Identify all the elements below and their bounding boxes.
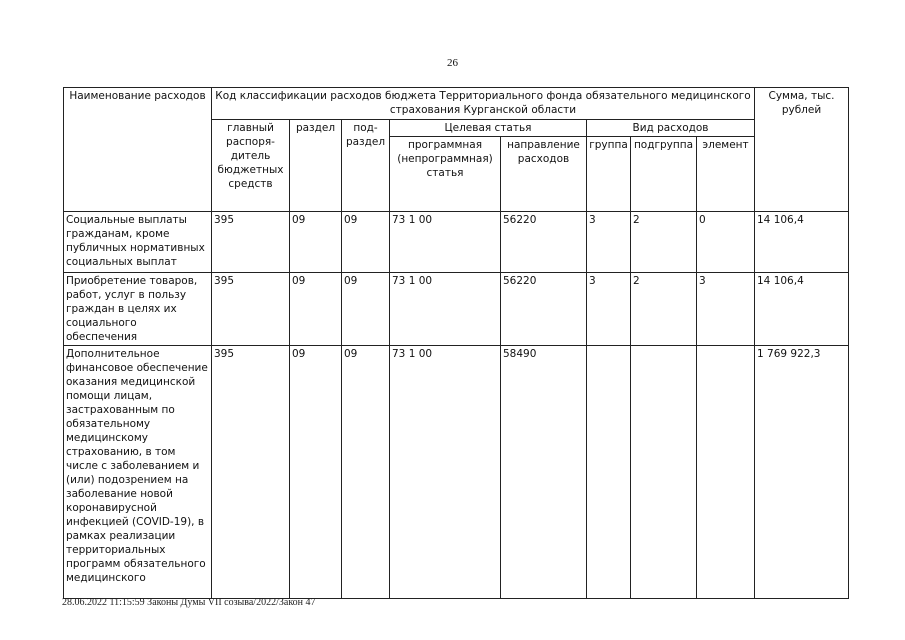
cell-name: Дополнительное финансовое обеспечение оказания медицинской помощи лицам, застрахованным по обязательному медицинскому страхованию, в том числе с заболеванием и (или) подозрением на заболевание новой коронавирусной инфекцией (COVID-19), в рамках реализации территориальных программ обязательного медицинского xyxy=(64,346,212,599)
cell-subsection: 09 xyxy=(342,212,390,273)
document-footer: 28.06.2022 11:15:59 Законы Думы VII созыва/2022/Закон 47 xyxy=(62,597,316,608)
cell-direction: 56220 xyxy=(501,212,587,273)
cell-subgroup: 2 xyxy=(631,212,697,273)
cell-subgroup xyxy=(631,346,697,599)
cell-direction: 56220 xyxy=(501,273,587,346)
cell-name: Социальные выплаты гражданам, кроме публичных нормативных социальных выплат xyxy=(64,212,212,273)
cell-element: 3 xyxy=(697,273,755,346)
header-subsection: под-раздел xyxy=(342,120,390,212)
table-row xyxy=(64,346,849,599)
cell-manager: 395 xyxy=(212,346,290,599)
cell-subsection: 09 xyxy=(342,273,390,346)
cell-element xyxy=(697,346,755,599)
header-program-article: программная (непрограммная) статья xyxy=(390,137,501,212)
cell-sum: 14 106,4 xyxy=(755,273,849,346)
cell-section: 09 xyxy=(290,212,342,273)
header-direction: направление расходов xyxy=(501,137,587,212)
header-section: раздел xyxy=(290,120,342,212)
header-target-article: Целевая статья xyxy=(390,120,587,137)
cell-subgroup: 2 xyxy=(631,273,697,346)
cell-group: 3 xyxy=(587,273,631,346)
budget-expenses-table xyxy=(63,87,849,599)
header-element: элемент xyxy=(697,137,755,212)
cell-manager: 395 xyxy=(212,212,290,273)
table-row xyxy=(64,273,849,346)
cell-section: 09 xyxy=(290,273,342,346)
header-subgroup: подгруппа xyxy=(631,137,697,212)
header-code-group: Код классификации расходов бюджета Территориального фонда обязательного медицинского страхования Курганской области xyxy=(212,88,755,120)
cell-name: Приобретение товаров, работ, услуг в пользу граждан в целях их социального обеспечения xyxy=(64,273,212,346)
header-sum: Сумма, тыс. рублей xyxy=(755,88,849,212)
table-row xyxy=(64,212,849,273)
cell-sum: 14 106,4 xyxy=(755,212,849,273)
cell-element: 0 xyxy=(697,212,755,273)
cell-program: 73 1 00 xyxy=(390,346,501,599)
cell-direction: 58490 xyxy=(501,346,587,599)
header-main-manager: главный распоря-дитель бюджетных средств xyxy=(212,120,290,212)
header-name: Наименование расходов xyxy=(64,88,212,212)
cell-program: 73 1 00 xyxy=(390,212,501,273)
cell-program: 73 1 00 xyxy=(390,273,501,346)
page-number: 26 xyxy=(447,57,458,69)
header-group: группа xyxy=(587,137,631,212)
table-header-row xyxy=(64,88,849,120)
cell-group xyxy=(587,346,631,599)
cell-manager: 395 xyxy=(212,273,290,346)
cell-sum: 1 769 922,3 xyxy=(755,346,849,599)
cell-subsection: 09 xyxy=(342,346,390,599)
cell-section: 09 xyxy=(290,346,342,599)
cell-group: 3 xyxy=(587,212,631,273)
header-expense-type: Вид расходов xyxy=(587,120,755,137)
